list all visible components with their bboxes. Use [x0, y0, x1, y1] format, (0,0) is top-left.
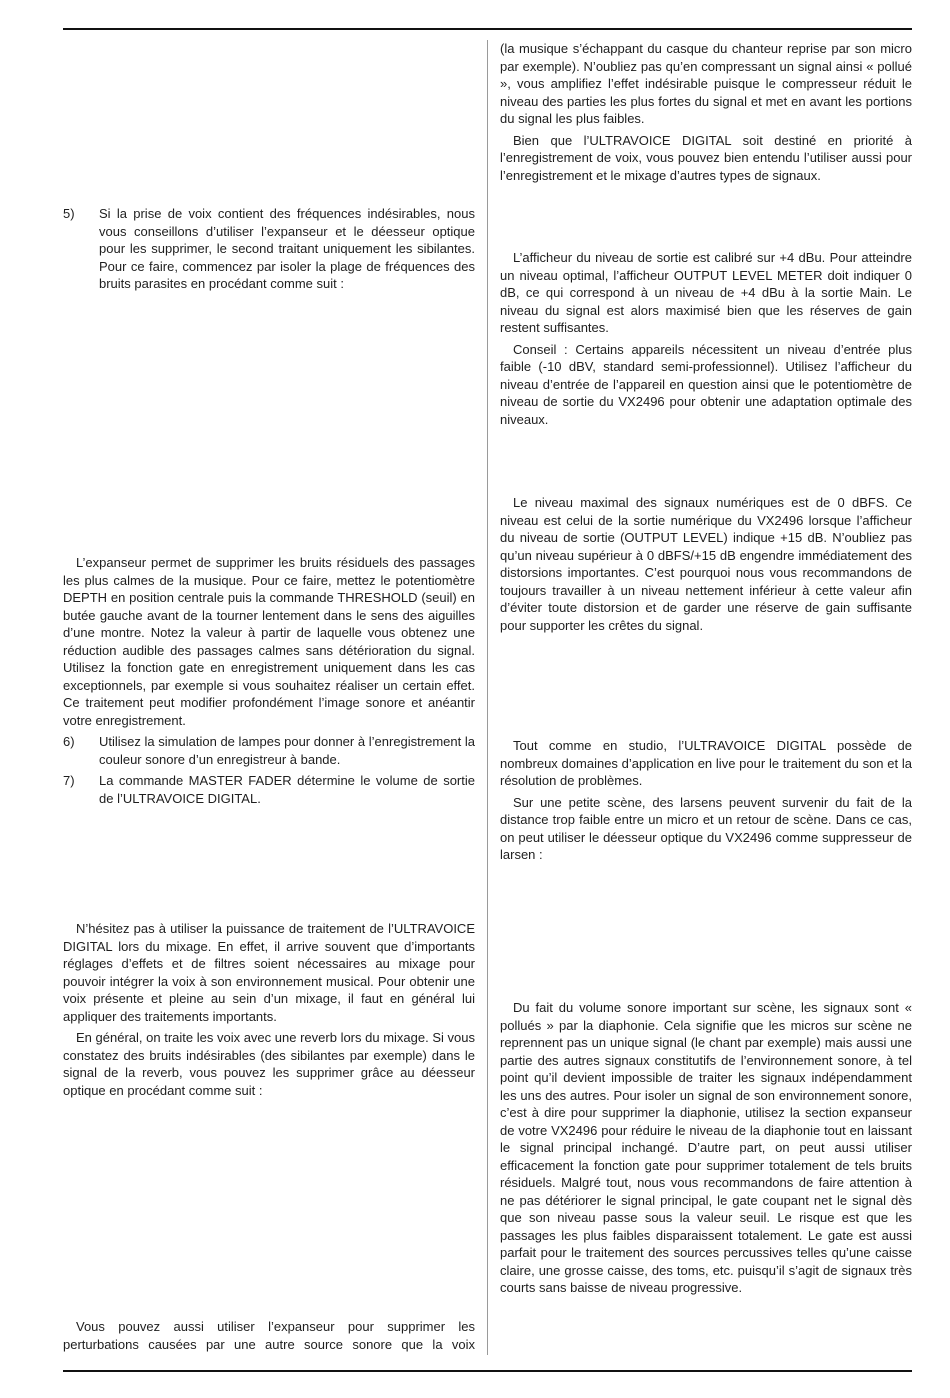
- continuation-paragraph: (la musique s’échappant du casque du chanteur reprise par son micro par exemple). N’oubliez pas qu’en compressant un signal ainsi « pollué », vous amplifiez l’effet indésirable puisque le compresseur réduit le niveau des parties les plus fortes du signal et met en avant les portions du signal les plus faibles.: [500, 41, 912, 126]
- feedback-paragraph: Sur une petite scène, des larsens peuvent survenir du fait de la distance trop faible entre un micro et un retour de scène. Dans ce cas, on peut utiliser le déesseur optique du VX2496 comme suppresseur de larsen :: [500, 794, 912, 862]
- expander-paragraph: L’expanseur permet de supprimer les bruits résiduels des passages les plus calmes de la musique. Pour ce faire, mettez le potentiomètre DEPTH en position centrale puis la commande THRESHOLD (seuil) en butée gauche avant de la tourner lentement dans le sens des aiguilles d’une montre. Notez la valeur à partir de laquelle vous obtenez une réduction audible des passages calmes sans détérioration du signal. Utilisez la fonction gate en enregistrement uniquement dans les cas exceptionnels, par exemple si vous souhaitez réaliser un certain effet. Ce traitement peut modifier profondément l’image sonore et anéantir votre enregistrement.: [63, 555, 475, 728]
- top-rule: [63, 28, 912, 30]
- right-top-section: [500, 40, 912, 188]
- list-text: Utilisez la simulation de lampes pour donner à l’enregistrement la couleur sonore d’un enregistreur à bande.: [99, 734, 475, 767]
- output-meter-paragraph: L’afficheur du niveau de sortie est calibré sur +4 dBu. Pour atteindre un niveau optimal, l’afficheur OUTPUT LEVEL METER doit indiquer 0 dB, ce qui correspond à un niveau de +4 dBu à la sortie Main. Le niveau du signal est alors maximisé bien que les réserves de gain restent suffisantes.: [500, 250, 912, 335]
- list-item-6: [63, 733, 475, 768]
- bottom-rule: [63, 1370, 912, 1372]
- output-meter-section: [500, 249, 912, 432]
- expander-section: [63, 554, 475, 811]
- crosstalk-paragraph: Du fait du volume sonore important sur scène, les signaux sont « pollués » par la diaphonie. Cela signifie que les micros sur scène ne reprennent pas un unique signal (le chant par exemple) mais aussi une partie des autres signaux constitutifs de l’environnement sonore, à tel point qu’il devient impossible de traiter les signaux indépendamment les uns des autres. Pour isoler un signal de son environnement sonore, c’est à dire pour supprimer la diaphonie, utilisez la section expanseur de votre VX2496 pour réduire le niveau de la diaphonie tout en laissant le signal principal inchangé. D’autre part, on peut aussi utiliser efficacement la fonction gate pour supprimer totalement de tels bruits résiduels. Malgré tout, nous vous recommandons de faire attention à ne pas détériorer le signal principal, le gate coupant net le signal dès que son niveau passe sous la valeur seuil. Le risque est que les passages les plus faibles disparaissent totalement. Le gate est aussi parfait pour le traitement des sources percussives telles qu’une caisse claire, une grosse caisse, des toms, etc. puisqu’il s’agit de signaux très courts sans baisse de niveau progressive.: [500, 1000, 912, 1295]
- column-divider: [487, 40, 488, 1355]
- list-text: La commande MASTER FADER détermine le volume de sortie de l’ULTRAVOICE DIGITAL.: [99, 773, 475, 806]
- mixing-paragraph-1: N’hésitez pas à utiliser la puissance de traitement de l’ULTRAVOICE DIGITAL lors du mixage. En effet, il arrive souvent que d’importants réglages d’effets et de filtres soient nécessaires au mixage pour pouvoir intégrer la voix à son environnement musical. Pour obtenir une voix présente et pleine au sein d’un mixage, il faut en général lui appliquer des traitements importants.: [63, 921, 475, 1024]
- list-number: 5): [63, 206, 75, 221]
- crosstalk-section: [500, 999, 912, 1301]
- mixing-paragraph-2: En général, on traite les voix avec une reverb lors du mixage. Si vous constatez des bruits indésirables (des sibilantes par exemple) dans le signal de la reverb, vous pouvez les supprimer grâce au déesseur optique en procédant comme suit :: [63, 1030, 475, 1098]
- list-number: 7): [63, 773, 75, 788]
- digital-level-paragraph: Le niveau maximal des signaux numériques est de 0 dBFS. Ce niveau est celui de la sortie numérique du VX2496 lorsque l’afficheur du niveau de sortie (OUTPUT LEVEL) indique +15 dB. N’oubliez pas qu’un niveau supérieur à 0 dBFS/+15 dB engendre immédiatement des distorsions importantes. C’est pourquoi nous vous recommandons de toujours travailler à un niveau nettement inférieur à cette valeur afin d’éviter toute distorsion et de garder une réserve de gain suffisante pour supporter les crêtes du signal.: [500, 495, 912, 633]
- expander-voice-paragraph: Vous pouvez aussi utiliser l’expanseur pour supprimer les perturbations causées par une autre source sonore que la voix: [63, 1319, 475, 1352]
- tip-paragraph: Conseil : Certains appareils nécessitent un niveau d’entrée plus faible (-10 dBV, standard semi-professionnel). Utilisez l’afficheur du niveau d’entrée de l’appareil en question ainsi que le potentiomètre de niveau de sortie du VX2496 pour obtenir une adaptation optimale des niveaux.: [500, 341, 912, 427]
- expander-voice-section: [63, 1318, 475, 1357]
- list-item-5: [63, 205, 475, 297]
- list-text: Si la prise de voix contient des fréquences indésirables, nous vous conseillons d’utiliser l’expanseur et le déesseur optique pour les supprimer, le second traitant uniquement les sibilantes. Pour ce faire, commencez par isoler la plage de fréquences des bruits parasites en procédant comme suit :: [99, 206, 475, 291]
- list-item-7: [63, 772, 475, 807]
- other-signals-paragraph: Bien que l’ULTRAVOICE DIGITAL soit destiné en priorité à l’enregistrement de voix, vous pouvez bien entendu l’utiliser aussi pour l’enregistrement et le mixage d’autres types de signaux.: [500, 132, 912, 183]
- mixing-section: [63, 920, 475, 1103]
- digital-level-section: [500, 494, 912, 638]
- live-paragraph: Tout comme en studio, l’ULTRAVOICE DIGITAL possède de nombreux domaines d’application en live pour le traitement du son et la résolution de problèmes.: [500, 738, 912, 788]
- list-number: 6): [63, 734, 75, 749]
- live-section: [500, 737, 912, 868]
